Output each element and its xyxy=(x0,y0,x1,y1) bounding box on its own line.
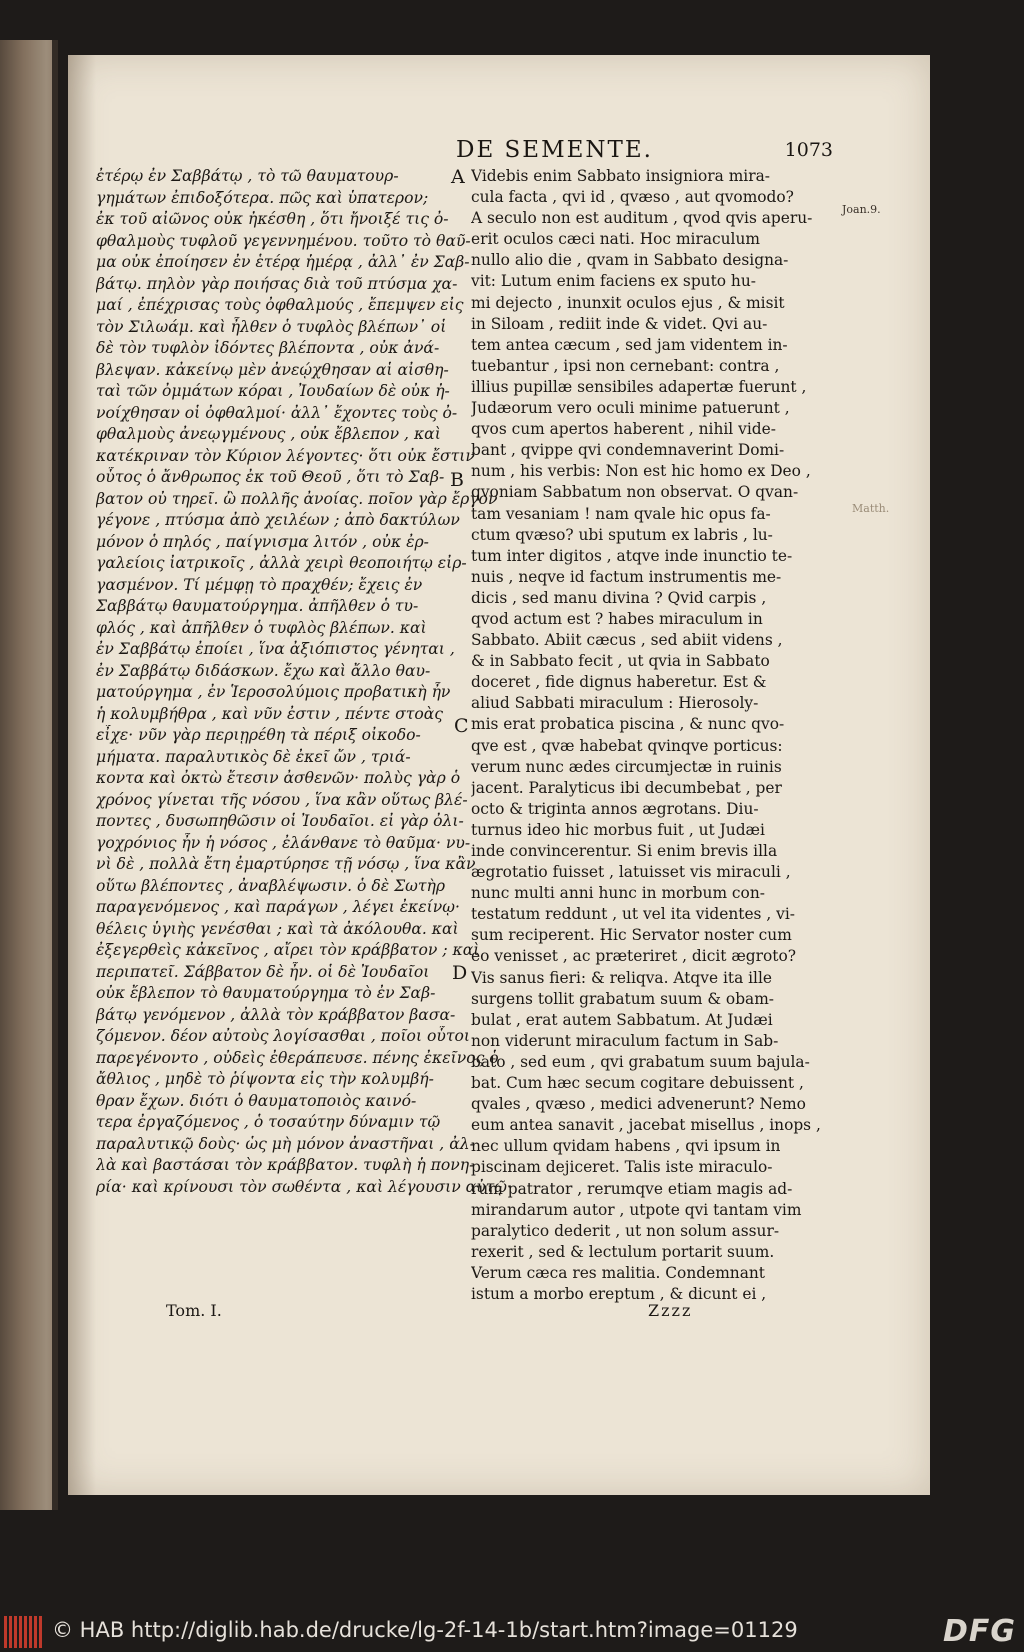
greek-text-line: εἶχε· νῦν γὰρ περιῃρέθη τὰ πέριξ οἰκοδο- xyxy=(96,726,421,744)
greek-text-line: ρία· καὶ κρίνουσι τὸν σωθέντα , καὶ λέγουσιν αὐτῷ· xyxy=(96,1177,512,1196)
greek-text-line: ἐκ τοῦ αἰῶνος οὐκ ἠκέσθη , ὅτι ἤνοιξέ τις ὀ- xyxy=(96,210,449,228)
latin-text-line: cula facta , qvi id , qvæso , aut qvomodo? xyxy=(471,188,794,207)
greek-text-line: οὗτος ὁ ἄνθρωπος ἐκ τοῦ Θεοῦ , ὅτι τὸ Σαβ- xyxy=(96,468,445,486)
greek-text-line: κοντα καὶ ὀκτὼ ἔτεσιν ἀσθενῶν· πολὺς γὰρ ὁ xyxy=(96,769,461,787)
greek-text-line: παρεγένοντο , οὐδεὶς ἐθεράπευσε. πένης ἐκεῖνος ὁ xyxy=(96,1048,499,1067)
greek-text-line: ταὶ τῶν ὀμμάτων κόραι , Ἰουδαίων δὲ οὐκ ἠ- xyxy=(96,382,450,400)
book-page xyxy=(68,55,930,1495)
latin-text-line: turnus ideo hic morbus fuit , ut Judæi xyxy=(471,820,765,839)
latin-text-line: Vis sanus fieri: & reliqva. Atqve ita ille xyxy=(471,968,773,987)
latin-text-line: piscinam dejiceret. Talis iste miraculo- xyxy=(471,1158,773,1177)
latin-text-line: Judæorum vero oculi minime patuerunt , xyxy=(471,399,790,418)
greek-text-line: χρόνος γίνεται τῆς νόσου , ἵνα κἂν οὕτως βλέ- xyxy=(96,790,468,809)
volume-label: Tom. I. xyxy=(166,1301,222,1320)
latin-text-line: verum nunc ædes circumjectæ in ruinis xyxy=(471,757,782,776)
greek-text-line: γασμένον. Τί μέμφῃ τὸ πραχθέν; ἔχεις ἐν xyxy=(96,575,423,594)
latin-text-line: paralytico dederit , ut non solum assur- xyxy=(471,1221,780,1240)
latin-text-line: nunc multi anni hunc in morbum con- xyxy=(471,884,765,903)
greek-text-line: θραν ἔχων. διότι ὁ θαυματοποιὸς καινό- xyxy=(96,1091,417,1110)
section-marker-d: D xyxy=(452,962,468,984)
greek-text-line: φθαλμοὺς τυφλοῦ γεγεννημένου. τοῦτο τὸ θαῦ- xyxy=(96,231,471,250)
latin-text-line: rexerit , sed & lectulum portarit suum. xyxy=(471,1242,775,1261)
latin-text-line: tam vesaniam ! nam qvale hic opus fa- xyxy=(471,504,771,523)
greek-text-line: οὕτω βλέποντες , ἀναβλέψωσιν. ὁ δὲ Σωτὴρ xyxy=(96,876,445,895)
greek-text-line: βλεψαν. κἀκείνῳ μὲν ἀνεῴχθησαν αἱ αἰσθη- xyxy=(96,360,449,379)
section-marker-c: C xyxy=(454,715,469,737)
running-head: DE SEMENTE. xyxy=(456,137,653,163)
latin-text-line: surgens tollit grabatum suum & obam- xyxy=(471,989,775,1008)
latin-text-line: tum inter digitos , atqve inde inunctio te- xyxy=(471,546,793,565)
greek-text-column xyxy=(96,166,526,1198)
greek-text-line: οὐκ ἔβλεπον τὸ θαυματούργημα τὸ ἐν Σαβ- xyxy=(96,984,436,1002)
latin-text-line: doceret , fide dignus haberetur. Est & xyxy=(471,673,767,692)
greek-text-line: μαί , ἐπέχρισας τοὺς ὀφθαλμούς , ἔπεμψεν εἰς xyxy=(96,296,464,314)
latin-text-line: tuebantur , ipsi non cernebant: contra , xyxy=(471,356,780,375)
latin-text-line: inde convincerentur. Si enim brevis illa xyxy=(471,842,778,860)
greek-text-line: τὸν Σιλωάμ. καὶ ἦλθεν ὁ τυφλὸς βλέπων᾽ οἱ xyxy=(96,317,447,336)
latin-text-line: bulat , erat autem Sabbatum. At Judæi xyxy=(471,1010,773,1029)
latin-text-line: testatum reddunt , ut vel ita videntes , vi- xyxy=(471,905,795,924)
latin-text-line: bat. Cum hæc secum cogitare debuissent , xyxy=(471,1074,804,1093)
latin-text-line: illius pupillæ sensibiles adapertæ fuerunt , xyxy=(471,377,807,396)
greek-text-line: περιπατεῖ. Σάββατον δὲ ἦν. οἱ δὲ Ἰουδαῖοι xyxy=(96,962,430,981)
greek-text-line: παραγενόμενος , καὶ παράγων , λέγει ἐκείνῳ· xyxy=(96,898,460,916)
greek-text-line: θέλεις ὑγιὴς γενέσθαι ; καὶ τὰ ἀκόλουθα. καὶ xyxy=(96,919,459,938)
latin-text-line: qvoniam Sabbatum non observat. O qvan- xyxy=(471,483,799,502)
greek-text-line: ἐν Σαββάτῳ ἐποίει , ἵνα ἀξιόπιστος γένηται , xyxy=(96,640,455,658)
greek-text-line: γημάτων ἐπιδοξότερα. πῶς καὶ ὑπατερον; xyxy=(96,188,429,207)
gutter-shadow xyxy=(68,55,96,1495)
greek-text-line: νὶ δὲ , πολλὰ ἔτη ἐμαρτύρησε τῇ νόσῳ , ἵνα κἂν xyxy=(96,855,476,873)
latin-text-line: erit oculos cæci nati. Hoc miraculum xyxy=(471,230,760,249)
greek-text-line: γοχρόνιος ἦν ἡ νόσος , ἐλάνθανε τὸ θαῦμα· νυ- xyxy=(96,833,471,852)
signature-mark: Zzzz xyxy=(648,1301,693,1320)
latin-text-line: tem antea cæcum , sed jam videntem in- xyxy=(471,335,788,354)
latin-text-line: qvales , qvæso , medici advenerunt? Nemo xyxy=(471,1095,806,1114)
latin-text-line: sum reciperent. Hic Servator noster cum xyxy=(471,926,792,945)
credit-bar xyxy=(0,1612,1024,1652)
latin-text-line: Videbis enim Sabbato insigniora mira- xyxy=(471,167,770,185)
greek-text-line: δὲ τὸν τυφλὸν ἰδόντες βλέποντα , οὐκ ἀνά- xyxy=(96,339,440,357)
latin-text-line: eo venisset , ac præteriret , dicit ægroto? xyxy=(471,947,796,966)
greek-text-line: ἐτέρῳ ἐν Σαββάτῳ , τὸ τῶ θαυματουρ- xyxy=(96,167,399,185)
latin-text-line: mirandarum autor , utpote qvi tantam vim xyxy=(471,1200,802,1219)
greek-text-line: βάτῳ γενόμενον , ἀλλὰ τὸν κράββατον βασα- xyxy=(96,1005,456,1024)
latin-text-line: vit: Lutum enim faciens ex sputo hu- xyxy=(471,272,756,291)
barcode-icon xyxy=(4,1616,44,1648)
greek-text-line: μήματα. παραλυτικὸς δὲ ἐκεῖ ὤν , τριά- xyxy=(96,747,411,766)
greek-text-line: ματούργημα , ἐν Ἱεροσολύμοις προβατικὴ ἦν xyxy=(96,683,451,701)
latin-text-line: aliud Sabbati miraculum : Hierosoly- xyxy=(471,694,759,713)
latin-text-line: Sabbato. Abiit cæcus , sed abiit videns , xyxy=(471,631,783,650)
latin-text-line: Verum cæca res malitia. Condemnant xyxy=(471,1263,765,1282)
latin-text-line: dicis , sed manu divina ? Qvid carpis , xyxy=(471,588,767,607)
latin-text-line: non viderunt miraculum factum in Sab- xyxy=(471,1031,779,1050)
latin-text-line: octo & triginta annos ægrotans. Diu- xyxy=(471,799,759,818)
latin-text-line: & in Sabbato fecit , ut qvia in Sabbato xyxy=(471,652,770,671)
greek-text-line: μα οὐκ ἐποίησεν ἐν ἑτέρᾳ ἡμέρᾳ , ἀλλ᾽ ἐν Σαβ- xyxy=(96,253,470,271)
latin-text-line: nuis , neqve id factum instrumentis me- xyxy=(471,567,782,586)
latin-text-line: in Siloam , rediit inde & videt. Qvi au- xyxy=(471,314,768,333)
latin-text-line: bato , sed eum , qvi grabatum suum bajula- xyxy=(471,1052,810,1071)
section-marker-a: A xyxy=(451,166,465,188)
latin-text-line: eum antea sanavit , jacebat misellus , inops , xyxy=(471,1116,821,1135)
latin-text-line: rum patrator , rerumqve etiam magis ad- xyxy=(471,1179,793,1198)
greek-text-line: Σαββάτῳ θαυματούργημα. ἀπῆλθεν ὁ τυ- xyxy=(96,597,419,615)
greek-text-line: ζόμενον. δέον αὐτοὺς λογίσασθαι , ποῖοι οὗτοι xyxy=(96,1027,471,1045)
greek-text-line: λὰ καὶ βαστάσαι τὸν κράββατον. τυφλὴ ἡ πονη- xyxy=(96,1156,475,1174)
page-number: 1073 xyxy=(784,139,833,161)
latin-text-line: ægrotatio fuisset , latuisset vis miraculi , xyxy=(471,863,791,882)
greek-text-line: τερα ἐργαζόμενος , ὁ τοσαύτην δύναμιν τῷ xyxy=(96,1113,441,1131)
greek-text-line: φλός , καὶ ἀπῆλθεν ὁ τυφλὸς βλέπων. καὶ xyxy=(96,618,427,637)
latin-text-line: qvod actum est ? habes miraculum in xyxy=(471,609,763,628)
greek-text-line: βάτῳ. πηλὸν γὰρ ποιήσας διὰ τοῦ πτύσμα χα- xyxy=(96,274,458,293)
latin-text-line: A seculo non est auditum , qvod qvis aperu- xyxy=(471,209,813,228)
greek-text-line: ἄθλιος , μηδὲ τὸ ῥίψοντα εἰς τὴν κολυμβή- xyxy=(96,1070,434,1088)
greek-text-line: κατέκριναν τὸν Κύριον λέγοντες· ὅτι οὐκ ἔστιν xyxy=(96,446,475,465)
latin-text-line: qvos cum apertos haberent , nihil vide- xyxy=(471,420,776,439)
greek-text-line: ἡ κολυμβήθρα , καὶ νῦν ἐστιν , πέντε στοὰς xyxy=(96,704,444,723)
copyright-credit: © HAB http://diglib.hab.de/drucke/lg-2f-14-1b/start.htm?image=01129 xyxy=(52,1618,798,1642)
greek-text-line: φθαλμοὺς ἀνεῳγμένους , οὐκ ἔβλεπον , καὶ xyxy=(96,425,441,443)
latin-text-column xyxy=(471,166,827,1305)
latin-text-line: qve est , qvæ habebat qvinqve porticus: xyxy=(471,736,783,755)
latin-text-line: num , his verbis: Non est hic homo ex Deo , xyxy=(471,462,811,481)
greek-text-line: γαλείοις ἰατρικοῖς , ἀλλὰ χειρὶ θεοποιήτῳ εἰρ- xyxy=(96,554,467,572)
greek-text-line: ἐν Σαββάτῳ διδάσκων. ἔχω καὶ ἄλλο θαυ- xyxy=(96,661,431,680)
latin-text-line: nec ullum qvidam habens , qvi ipsum in xyxy=(471,1137,781,1156)
greek-text-line: βατον οὐ τηρεῖ. ὢ πολλῆς ἀνοίας. ποῖον γὰρ ἔργον xyxy=(96,489,498,508)
greek-text-line: γέγονε , πτύσμα ἀπὸ χειλέων ; ἀπὸ δακτύλων xyxy=(96,511,460,529)
latin-text-line: mi dejecto , inunxit oculos ejus , & misit xyxy=(471,293,785,312)
greek-text-line: μόνον ὁ πηλός , παίγνισμα λιτόν , οὐκ ἐρ- xyxy=(96,532,429,551)
latin-text-line: istum a morbo ereptum , & dicunt ei , xyxy=(471,1284,767,1303)
latin-text-line: bant , qvippe qvi condemnaverint Domi- xyxy=(471,441,785,460)
section-marker-b: B xyxy=(450,469,464,491)
greek-text-line: νοίχθησαν οἱ ὀφθαλμοί· ἀλλ᾽ ἔχοντες τοὺς ὀ- xyxy=(96,403,458,422)
faded-margin-note: Matth. xyxy=(852,502,890,515)
greek-text-line: ἐξεγερθεὶς κἀκεῖνος , αἴρει τὸν κράββατον ; καὶ xyxy=(96,941,480,959)
greek-text-line: ποντες , δυσωπηθῶσιν οἱ Ἰουδαῖοι. εἰ γὰρ ὀλι- xyxy=(96,812,464,830)
dfg-logo: DFG xyxy=(942,1614,1016,1649)
latin-text-line: nullo alio die , qvam in Sabbato designa- xyxy=(471,251,789,270)
latin-text-line: mis erat probatica piscina , & nunc qvo- xyxy=(471,715,785,734)
greek-text-line: παραλυτικῷ δοὺς· ὡς μὴ μόνον ἀναστῆναι , ἀλ- xyxy=(96,1134,475,1153)
previous-page-edge xyxy=(0,40,58,1510)
latin-text-line: jacent. Paralyticus ibi decumbebat , per xyxy=(471,778,782,797)
margin-note-reference: Joan.9. xyxy=(842,203,881,216)
latin-text-line: ctum qvæso? ubi sputum ex labris , lu- xyxy=(471,525,773,544)
